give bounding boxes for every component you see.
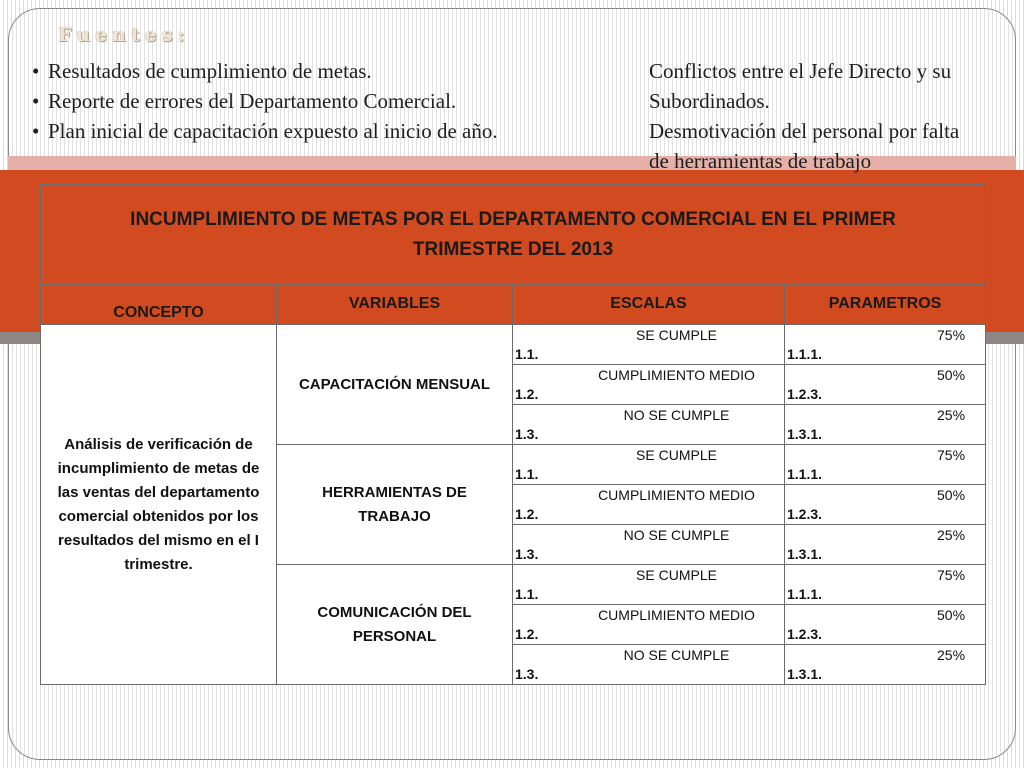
scale-cell — [513, 405, 785, 445]
param-value: 25% — [937, 527, 966, 543]
scale-cell — [513, 525, 785, 565]
param-cell — [785, 325, 986, 365]
param-code: 1.1.1. — [787, 586, 823, 602]
table-row — [41, 325, 986, 365]
param-code: 1.1.1. — [787, 466, 823, 482]
param-cell — [785, 605, 986, 645]
sources-bullet: • Resultados de cumplimiento de metas. — [32, 56, 498, 86]
scale-label: NO SE CUMPLE — [623, 527, 730, 543]
param-cell — [785, 405, 986, 445]
param-value: 50% — [937, 607, 966, 623]
scale-code: 1.1. — [515, 346, 539, 362]
param-cell — [785, 645, 986, 685]
param-code: 1.1.1. — [787, 346, 823, 362]
sources-right-line: Desmotivación del personal por falta — [649, 119, 960, 143]
scale-cell — [513, 445, 785, 485]
scale-cell — [513, 605, 785, 645]
sources-right-text — [649, 56, 999, 176]
sources-bullet: • Plan inicial de capacitación expuesto al inicio de año. — [32, 116, 498, 146]
sources-right-line: de herramientas de trabajo — [649, 149, 872, 173]
param-value: 25% — [937, 407, 966, 423]
scale-code: 1.3. — [515, 426, 539, 442]
param-code: 1.2.3. — [787, 506, 823, 522]
variable-cell: COMUNICACIÓN DEL PERSONAL — [277, 565, 513, 685]
scale-code: 1.1. — [515, 466, 539, 482]
sources-bullet: • Reporte de errores del Departamento Comercial. — [32, 86, 498, 116]
scale-cell — [513, 565, 785, 605]
param-code: 1.3.1. — [787, 546, 823, 562]
param-value: 50% — [937, 487, 966, 503]
param-cell — [785, 485, 986, 525]
scale-label: SE CUMPLE — [636, 327, 717, 343]
param-value: 75% — [937, 567, 966, 583]
scale-cell — [513, 645, 785, 685]
param-value: 75% — [937, 327, 966, 343]
param-code: 1.2.3. — [787, 626, 823, 642]
scale-code: 1.3. — [515, 546, 539, 562]
concept-cell: Análisis de verificación de incumplimiento de metas de las ventas del departamento comercial obtenidos por los resultados del mismo en el I trimestre. — [41, 325, 277, 685]
variables-matrix-table — [40, 184, 986, 685]
sources-bullet-list — [32, 56, 498, 146]
header-concepto: CONCEPTO — [41, 285, 277, 325]
param-code: 1.2.3. — [787, 386, 823, 402]
param-cell — [785, 565, 986, 605]
scale-cell — [513, 365, 785, 405]
param-code: 1.3.1. — [787, 666, 823, 682]
scale-label: CUMPLIMIENTO MEDIO — [598, 487, 755, 503]
param-value: 25% — [937, 647, 966, 663]
scale-label: SE CUMPLE — [636, 447, 717, 463]
param-value: 50% — [937, 367, 966, 383]
param-cell — [785, 445, 986, 485]
scale-label: CUMPLIMIENTO MEDIO — [598, 367, 755, 383]
scale-code: 1.2. — [515, 506, 539, 522]
scale-code: 1.1. — [515, 586, 539, 602]
param-cell — [785, 525, 986, 565]
header-parametros: PARAMETROS — [785, 285, 986, 325]
param-code: 1.3.1. — [787, 426, 823, 442]
sources-right-line: Conflictos entre el Jefe Directo y su — [649, 59, 952, 83]
scale-code: 1.2. — [515, 386, 539, 402]
scale-cell — [513, 485, 785, 525]
sources-title: Fuentes: — [58, 24, 190, 46]
header-escalas: ESCALAS — [513, 285, 785, 325]
scale-code: 1.3. — [515, 666, 539, 682]
scale-label: NO SE CUMPLE — [623, 407, 730, 423]
scale-label: NO SE CUMPLE — [623, 647, 730, 663]
variable-cell: CAPACITACIÓN MENSUAL — [277, 325, 513, 445]
table-title: INCUMPLIMIENTO DE METAS POR EL DEPARTAMENTO COMERCIAL EN EL PRIMER TRIMESTRE DEL 2013 — [41, 185, 986, 285]
sources-right-line: Subordinados. — [649, 89, 770, 113]
param-cell — [785, 365, 986, 405]
scale-code: 1.2. — [515, 626, 539, 642]
param-value: 75% — [937, 447, 966, 463]
scale-label: CUMPLIMIENTO MEDIO — [598, 607, 755, 623]
scale-label: SE CUMPLE — [636, 567, 717, 583]
scale-cell — [513, 325, 785, 365]
header-variables: VARIABLES — [277, 285, 513, 325]
variable-cell: HERRAMIENTAS DE TRABAJO — [277, 445, 513, 565]
